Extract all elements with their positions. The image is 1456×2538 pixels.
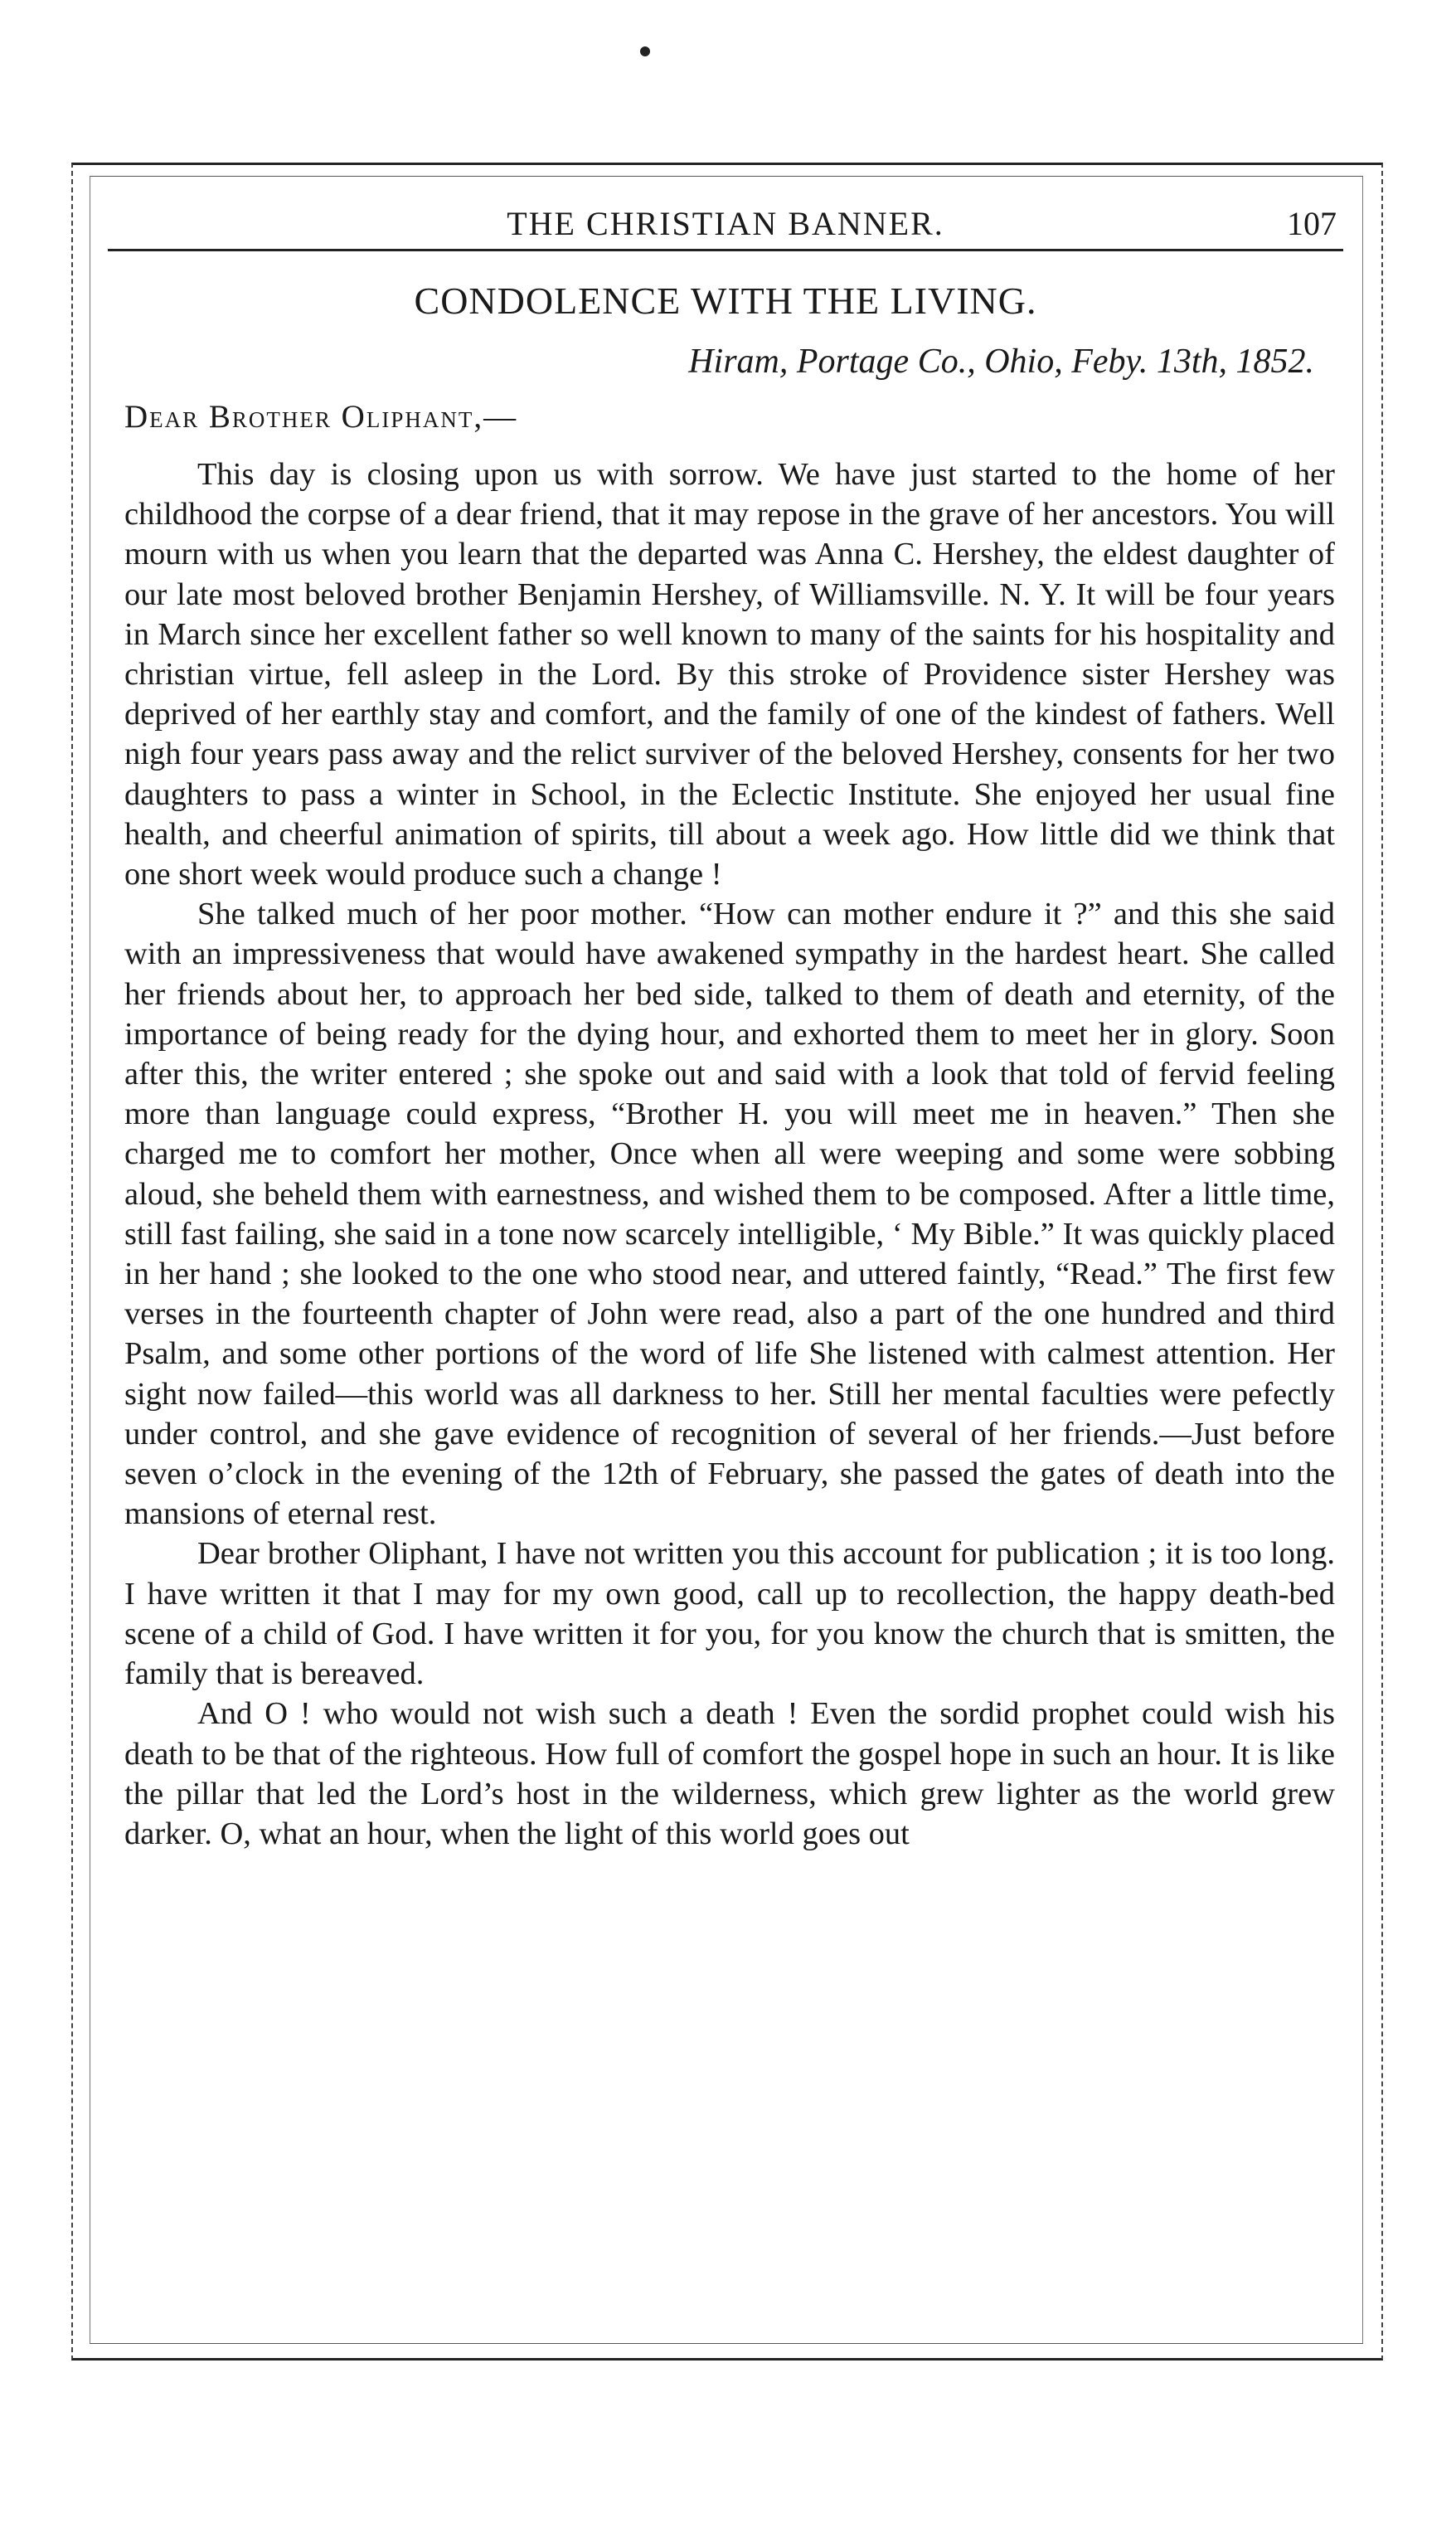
- salutation: Dear Brother Oliphant,—: [124, 399, 518, 435]
- paragraph: And O ! who would not wish such a death ! Even the sordid prophet could wish his death to be that of the righteous. How full of comfort the gospel hope in such an hour. It is like the pillar that led the Lord’s host in the wilderness, which grew lighter as the world grew darker. O, what an hour, when the light of this world goes out: [124, 1696, 1335, 1851]
- paragraph: She talked much of her poor mother. “How can mother endure it ?” and this she said with an impressiveness that would have awakened sympathy in the hardest heart. She called her friends about her, to approach her bed side, talked to them of death and eternity, of the importance of being ready for the dying hour, and exhorted them to meet her in glory. Soon after this, the writer entered ; she spoke out and said with a look that told of fervid feeling more than language could express, “Brother H. you will meet me in heaven.” Then she charged me to comfort her mother, Once when all were weeping and some were sobbing aloud, she beheld them with earnestness, and wished them to be composed. After a little time, still fast failing, she said in a tone now scarcely intelligible, ‘ My Bible.” It was quickly placed in her hand ; she looked to the one who stood near, and uttered faintly, “Read.” The first few verses in the fourteenth chapter of John were read, also a part of the one hundred and third Psalm, and some other portions of the word of life She listened with calmest attention. Her sight now failed—this world was all darkness to her. Still her mental faculties were pefectly under control, and she gave evidence of recognition of several of her friends.—Just before seven o’clock in the evening of the 12th of February, she passed the gates of death into the mansions of eternal rest.: [124, 897, 1335, 1532]
- running-head-title: THE CHRISTIAN BANNER.: [507, 205, 944, 242]
- page-number: 107: [1287, 205, 1337, 242]
- paragraph: This day is closing upon us with sorrow. We have just started to the home of her childhood the corpse of a dear friend, that it may repose in the grave of her ancestors. You will mourn with us when you learn that the departed was Anna C. Hershey, the eldest daughter of our late most beloved brother Benjamin Hershey, of Williamsville. N. Y. It will be four years in March since her excellent father so well known to many of the saints for his hospitality and christian virtue, fell asleep in the Lord. By this stroke of Providence sister Hershey was deprived of her earthly stay and comfort, and the family of one of the kindest of fathers. Well nigh four years pass away and the relict surviver of the beloved Hershey, consents for her two daughters to pass a winter in School, in the Eclectic Institute. She enjoyed her usual fine health, and cheerful animation of spirits, till about a week ago. How little did we think that one short week would produce such a change !: [124, 457, 1335, 892]
- article-title: CONDOLENCE WITH THE LIVING.: [414, 280, 1037, 322]
- ink-speck: [640, 46, 650, 56]
- paragraph: Dear brother Oliphant, I have not written you this account for publication ; it is too long. I have written it that I may for my own good, call up to recollection, the happy death-bed scene of a child of God. I have written it for you, for you know the church that is smitten, the family that is bereaved.: [124, 1536, 1335, 1692]
- running-header: [108, 199, 1343, 251]
- article-body: [124, 455, 1335, 1854]
- dateline: Hiram, Portage Co., Ohio, Feby. 13th, 1852.: [688, 343, 1314, 381]
